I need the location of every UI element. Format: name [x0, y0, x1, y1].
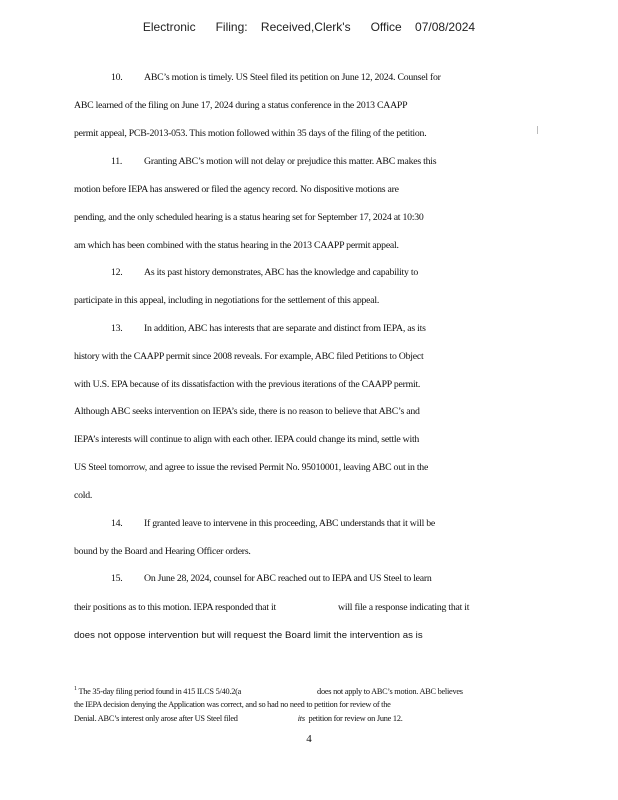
- paragraph-number: 13.: [111, 323, 123, 334]
- footnote-line-1: [74, 686, 463, 696]
- paragraph-15-line-3: does not oppose intervention but will request the Board limit the intervention as is: [74, 630, 423, 641]
- paragraph-14-line-1: [111, 518, 435, 529]
- paragraph-11-line-4: am which has been combined with the status hearing in the 2013 CAAPP permit appeal.: [74, 240, 399, 251]
- paragraph-11-line-3: pending, and the only scheduled hearing is a status hearing set for September 17, 2024 at 10:30: [74, 212, 424, 223]
- paragraph-13-line-5: IEPA’s interests will continue to align with each other. IEPA could change its mind, settle with: [74, 434, 420, 445]
- paragraph-13-line-1: [111, 323, 426, 334]
- margin-mark: [537, 126, 538, 134]
- paragraph-number: 10.: [111, 72, 123, 83]
- paragraph-12-line-2: participate in this appeal, including in negotiations for the settlement of this appeal.: [74, 295, 380, 306]
- filing-stamp: Electronic Filing: Received,Clerk's Office 07/08/2024: [142, 20, 476, 34]
- footnote-text: does not apply to ABC’s motion. ABC believes: [317, 686, 463, 696]
- paragraph-number: 15.: [111, 573, 123, 584]
- paragraph-12-line-1: [111, 267, 418, 278]
- paragraph-text: As its past history demonstrates, ABC has the knowledge and capability to: [144, 267, 418, 278]
- paragraph-text: Granting ABC’s motion will not delay or prejudice this matter. ABC makes this: [144, 156, 437, 167]
- paragraph-15-line-2: [74, 602, 469, 613]
- paragraph-14-line-2: bound by the Board and Hearing Officer orders.: [74, 546, 251, 557]
- footnote-text: Denial. ABC’s interest only arose after US Steel filed: [74, 714, 238, 723]
- paragraph-13-line-6: US Steel tomorrow, and agree to issue the revised Permit No. 95010001, leaving ABC out in the: [74, 462, 429, 473]
- footnote-text: The 35-day filing period found in 415 ILCS 5/40.2(a: [78, 686, 242, 696]
- paragraph-13-line-3: with U.S. EPA because of its dissatisfaction with the previous iterations of the CAAPP permit.: [74, 379, 421, 390]
- page-number: 4: [306, 733, 312, 745]
- paragraph-10-line-1: [111, 72, 441, 83]
- paragraph-13-line-2: history with the CAAPP permit since 2008 reveals. For example, ABC filed Petitions to Object: [74, 351, 424, 362]
- paragraph-text: In addition, ABC has interests that are separate and distinct from IEPA, as its: [144, 323, 426, 334]
- paragraph-13-line-7: cold.: [74, 490, 93, 501]
- paragraph-text: their positions as to this motion. IEPA responded that it: [74, 602, 277, 613]
- paragraph-11-line-1: [111, 156, 436, 167]
- paragraph-10-line-2: ABC learned of the filing on June 17, 2024 during a status conference in the 2013 CAAPP: [74, 100, 408, 111]
- paragraph-number: 14.: [111, 518, 123, 529]
- footnote-line-2: the IEPA decision denying the Application was correct, and so had no need to petition for review of the: [74, 700, 391, 709]
- paragraph-15-line-1: [111, 573, 432, 584]
- paragraph-number: 12.: [111, 267, 123, 278]
- paragraph-number: 11.: [111, 156, 123, 167]
- footnote-line-3: [74, 714, 403, 723]
- paragraph-10-line-3: permit appeal, PCB-2013-053. This motion followed within 35 days of the filing of the petition.: [74, 128, 427, 139]
- paragraph-text: will file a response indicating that it: [338, 602, 470, 613]
- paragraph-11-line-2: motion before IEPA has answered or filed the agency record. No dispositive motions are: [74, 184, 399, 195]
- paragraph-text: If granted leave to intervene in this proceeding, ABC understands that it will be: [144, 518, 435, 529]
- footnote-marker: 1: [74, 686, 77, 692]
- paragraph-text: ABC’s motion is timely. US Steel filed its petition on June 12, 2024. Counsel for: [144, 72, 441, 83]
- footnote-text: its: [297, 714, 305, 723]
- paragraph-13-line-4: Although ABC seeks intervention on IEPA’s side, there is no reason to believe that ABC’s and: [74, 406, 420, 417]
- paragraph-text: On June 28, 2024, counsel for ABC reached out to IEPA and US Steel to learn: [144, 573, 432, 584]
- footnote-text: petition for review on June 12.: [308, 714, 403, 723]
